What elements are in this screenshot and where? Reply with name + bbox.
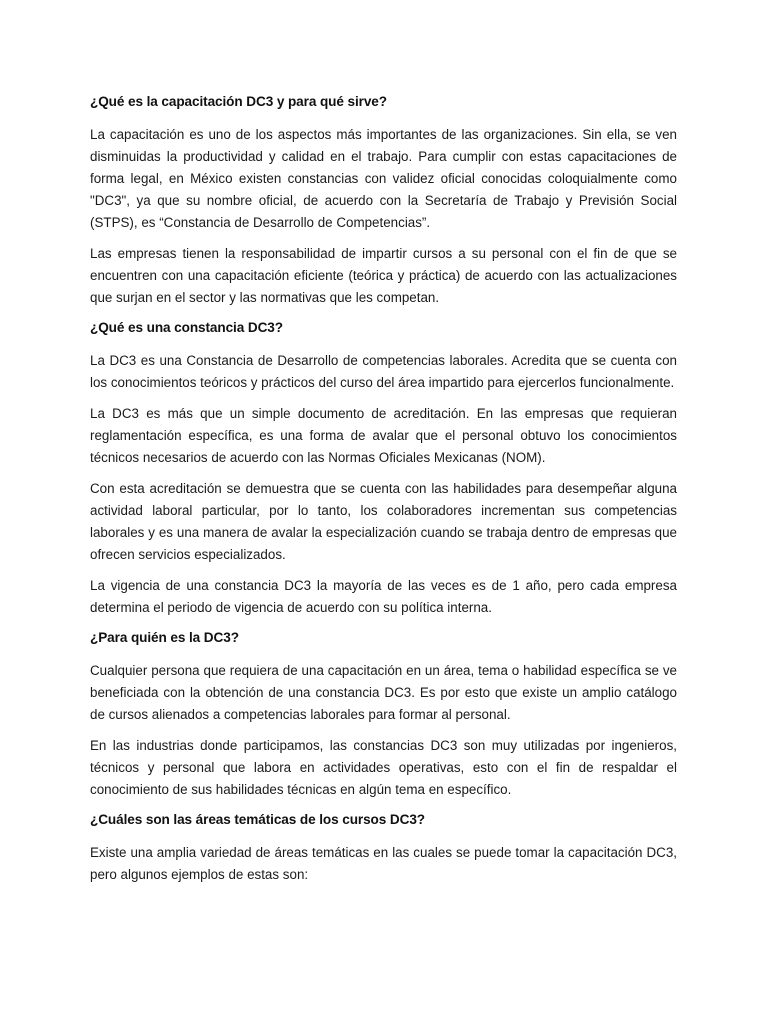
section-heading: ¿Qué es una constancia DC3? — [90, 320, 283, 335]
paragraph: La DC3 es una Constancia de Desarrollo de competencias laborales. Acredita que se cuenta con los conocimientos teóricos y prácticos del curso del área impartido para ejercerlos funcionalmente. — [90, 353, 677, 390]
paragraph: En las industrias donde participamos, las constancias DC3 son muy utilizadas por ingenieros, técnicos y personal que labora en actividades operativas, esto con el fin de respaldar el conocimiento de sus habilidades técnicas en algún tema en específico. — [90, 738, 677, 797]
document-page — [90, 92, 677, 895]
paragraph: Las empresas tienen la responsabilidad de impartir cursos a su personal con el fin de que se encuentren con una capacitación eficiente (teórica y práctica) de acuerdo con las actualizaciones que surjan en el sector y las normativas que les competan. — [90, 246, 677, 305]
section-heading: ¿Para quién es la DC3? — [90, 630, 239, 645]
paragraph: La vigencia de una constancia DC3 la mayoría de las veces es de 1 año, pero cada empresa determina el periodo de vigencia de acuerdo con su política interna. — [90, 578, 677, 615]
section-what-is-dc3-training — [90, 92, 677, 309]
section-dc3-thematic-areas — [90, 810, 677, 886]
paragraph: La capacitación es uno de los aspectos más importantes de las organizaciones. Sin ella, se ven disminuidas la productividad y calidad en el trabajo. Para cumplir con estas capacitaciones de forma legal, en México existen constancias con validez oficial conocidas coloquialmente como "DC3", ya que su nombre oficial, de acuerdo con la Secretaría de Trabajo y Previsión Social (STPS), es “Constancia de Desarrollo de Competencias”. — [90, 127, 677, 230]
paragraph: La DC3 es más que un simple documento de acreditación. En las empresas que requieran reglamentación específica, es una forma de avalar que el personal obtuvo los conocimientos técnicos necesarios de acuerdo con las Normas Oficiales Mexicanas (NOM). — [90, 406, 677, 465]
section-what-is-dc3-certificate — [90, 318, 677, 619]
paragraph: Existe una amplia variedad de áreas temáticas en las cuales se puede tomar la capacitación DC3, pero algunos ejemplos de estas son: — [90, 845, 677, 882]
paragraph: Cualquier persona que requiera de una capacitación en un área, tema o habilidad específica se ve beneficiada con la obtención de una constancia DC3. Es por esto que existe un amplio catálogo de cursos alienados a competencias laborales para formar al personal. — [90, 663, 677, 722]
section-heading: ¿Qué es la capacitación DC3 y para qué sirve? — [90, 94, 387, 109]
paragraph: Con esta acreditación se demuestra que se cuenta con las habilidades para desempeñar alguna actividad laboral particular, por lo tanto, los colaboradores incrementan sus competencias laborales y es una manera de avalar la especialización cuando se trabaja dentro de empresas que ofrecen servicios especializados. — [90, 481, 677, 562]
section-heading: ¿Cuáles son las áreas temáticas de los cursos DC3? — [90, 812, 425, 827]
section-who-is-dc3-for — [90, 628, 677, 801]
